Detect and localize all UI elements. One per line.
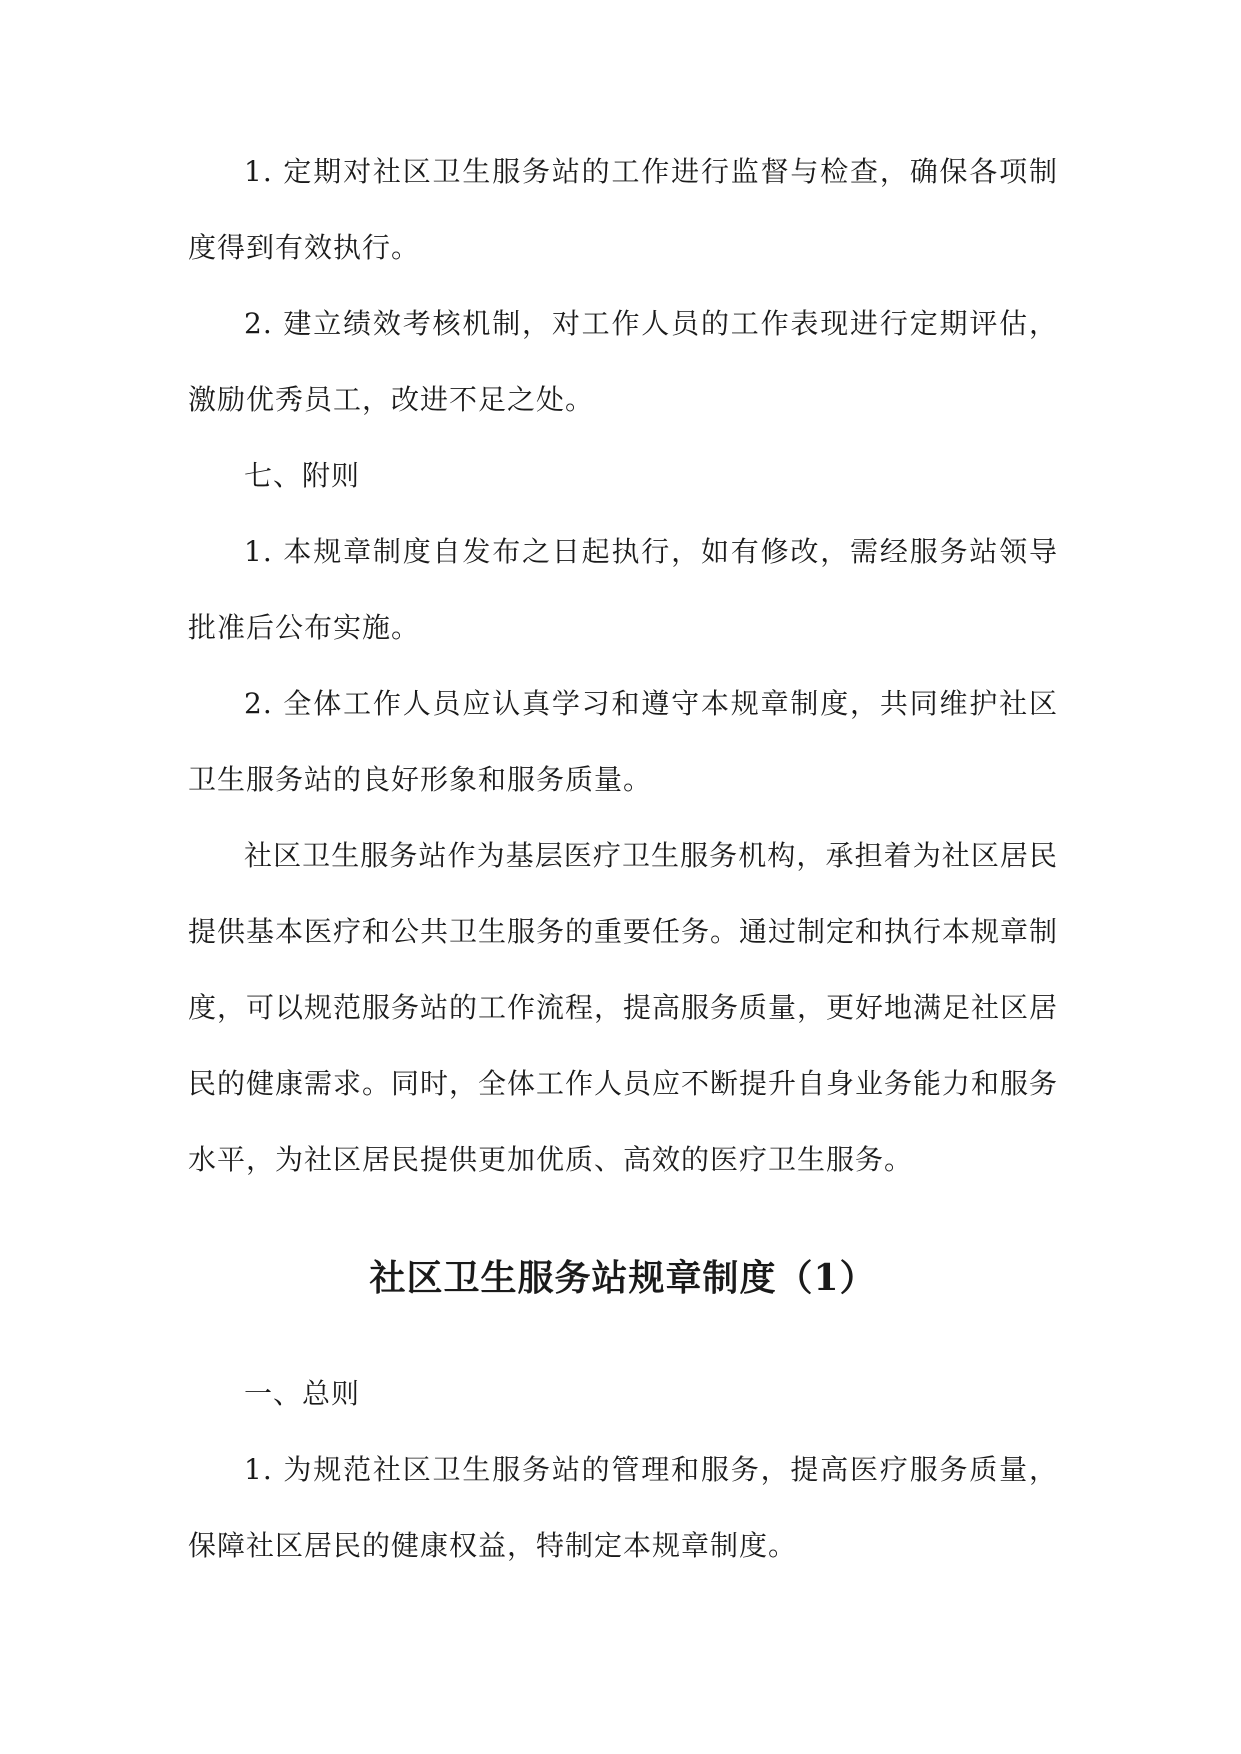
section-heading-appendix: 七、附则	[244, 459, 361, 492]
paragraph-performance: 2. 建立绩效考核机制，对工作人员的工作表现进行定期评估，激励优秀员工，改进不足之处。	[188, 307, 1058, 416]
paragraph-purpose: 1. 为规范社区卫生服务站的管理和服务，提高医疗服务质量，保障社区居民的健康权益，特制定本规章制度。	[188, 1453, 1058, 1562]
document-body	[188, 134, 1058, 1584]
paragraph-compliance: 2. 全体工作人员应认真学习和遵守本规章制度，共同维护社区卫生服务站的良好形象和服务质量。	[188, 687, 1058, 796]
section-heading-general: 一、总则	[244, 1377, 361, 1410]
paragraph-summary: 社区卫生服务站作为基层医疗卫生服务机构，承担着为社区居民提供基本医疗和公共卫生服务的重要任务。通过制定和执行本规章制度，可以规范服务站的工作流程，提高服务质量，更好地满足社区居民的健康需求。同时，全体工作人员应不断提升自身业务能力和服务水平，为社区居民提供更加优质、高效的医疗卫生服务。	[188, 839, 1059, 1176]
paragraph-supervision: 1. 定期对社区卫生服务站的工作进行监督与检查，确保各项制度得到有效执行。	[188, 155, 1058, 264]
document-title: 社区卫生服务站规章制度（1）	[369, 1257, 877, 1299]
paragraph-effective-date: 1. 本规章制度自发布之日起执行，如有修改，需经服务站领导批准后公布实施。	[188, 535, 1058, 644]
